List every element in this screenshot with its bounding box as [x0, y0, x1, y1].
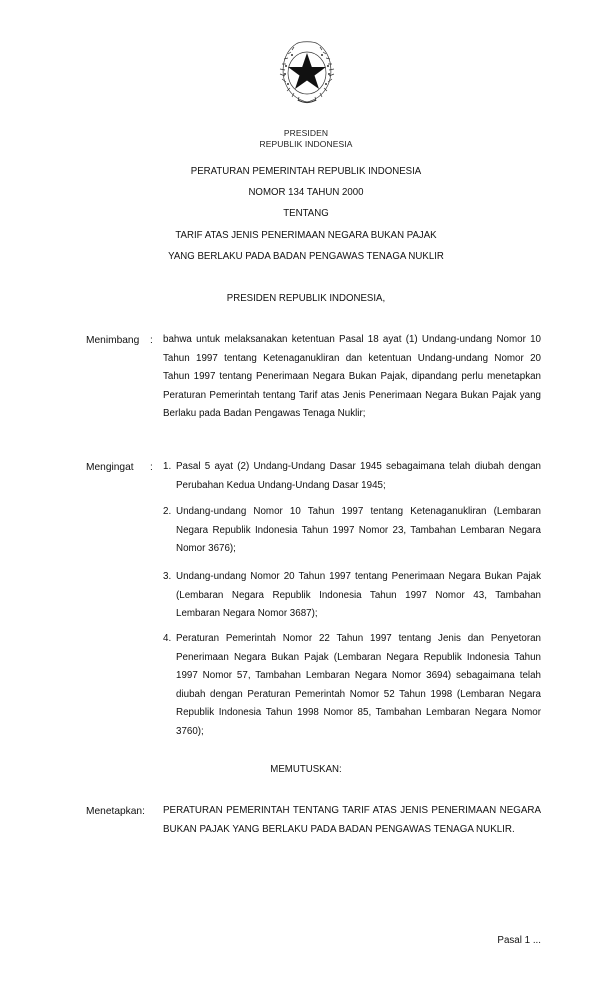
continuation-footer: Pasal 1 ... [497, 935, 541, 946]
mengingat-item-2-number: 2. [163, 506, 172, 517]
menetapkan-label: Menetapkan: [86, 806, 145, 817]
memutuskan-heading: MEMUTUSKAN: [270, 763, 342, 775]
header-presiden: PRESIDEN [283, 128, 329, 138]
menetapkan-text: PERATURAN PEMERINTAH TENTANG TARIF ATAS JENIS PENERIMAAN NEGARA BUKAN PAJAK YANG BERLAKU PADA BADAN PENGAWAS TENAGA NUKLIR. [163, 805, 541, 835]
mengingat-item-4-text: Peraturan Pemerintah Nomor 22 Tahun 1997 tentang Jenis dan Penyetoran Penerimaan Negara Bukan Pajak (Lembaran Negara Republik Indonesia Tahun 1997 Nomor 57, Tambahan Lembaran Negara Nomor 3694) sebagaimana telah diubah dengan Peraturan Pemerintah Nomor 52 Tahun 1998 (Lembaran Negara Republik Indonesia Tahun 1998 Nomor 85, Tambahan Lembaran Negara Nomor 3760); [176, 633, 541, 737]
mengingat-item-1-text: Pasal 5 ayat (2) Undang-Undang Dasar 1945 sebagaimana telah diubah dengan Perubahan Kedua Undang-Undang Dasar 1945; [176, 461, 541, 491]
menimbang-text: bahwa untuk melaksanakan ketentuan Pasal 18 ayat (1) Undang-undang Nomor 10 Tahun 1997 tentang Ketenaganukliran dan ketentuan Undang-undang Nomor 20 Tahun 1997 tentang Penerimaan Negara Bukan Pajak, dipandang perlu menetapkan Peraturan Pemerintah tentang Tarif atas Jenis Penerimaan Negara Bukan Pajak yang Berlaku pada Badan Pengawas Tenaga Nuklir; [163, 334, 541, 420]
mengingat-colon: : [150, 462, 153, 473]
menimbang-label: Menimbang [86, 335, 140, 346]
title-line-3: TENTANG [283, 207, 329, 219]
issuer-line: PRESIDEN REPUBLIK INDONESIA, [226, 292, 386, 304]
title-line-2: NOMOR 134 TAHUN 2000 [248, 186, 364, 198]
menimbang-colon: : [150, 335, 153, 346]
garuda-star-emblem-icon [276, 38, 338, 108]
mengingat-item-2-text: Undang-undang Nomor 10 Tahun 1997 tentang Ketenaganukliran (Lembaran Negara Republik Indonesia Tahun 1997 Nomor 23, Tambahan Lembaran Negara Nomor 3676); [176, 506, 541, 555]
title-line-5: YANG BERLAKU PADA BADAN PENGAWAS TENAGA NUKLIR [168, 250, 444, 262]
mengingat-item-3-number: 3. [163, 571, 172, 582]
mengingat-item-1-number: 1. [163, 461, 172, 472]
mengingat-item-4-number: 4. [163, 633, 172, 644]
mengingat-item-3-text: Undang-undang Nomor 20 Tahun 1997 tentang Penerimaan Negara Bukan Pajak (Lembaran Negara Republik Indonesia Tahun 1997 Nomor 43, Tambahan Lembaran Negara Nomor 3687); [176, 571, 541, 620]
title-line-1: PERATURAN PEMERINTAH REPUBLIK INDONESIA [190, 165, 422, 177]
title-line-4: TARIF ATAS JENIS PENERIMAAN NEGARA BUKAN PAJAK [175, 229, 437, 241]
mengingat-label: Mengingat [86, 462, 134, 473]
header-republik-indonesia: REPUBLIK INDONESIA [259, 139, 353, 149]
